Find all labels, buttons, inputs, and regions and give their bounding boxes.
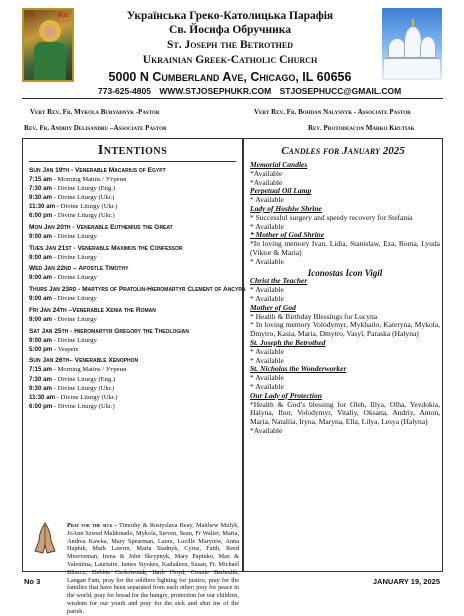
intentions-title: Intentions: [97, 143, 168, 158]
service-description: - Divine Liturgy (Eng.): [52, 184, 116, 192]
candle-category: * Mother of God Shrine: [250, 230, 325, 240]
candle-entry: *Available: [250, 177, 283, 187]
pray-for-sick-paragraph: [29, 522, 239, 616]
website-link[interactable]: WWW.STJOSEPHUKR.COM: [159, 86, 272, 96]
candle-entry: *Available: [250, 168, 283, 178]
candle-entry: * Available: [250, 195, 284, 205]
candles-title: Candles for January 2025: [281, 145, 405, 157]
candle-entry: * Available: [250, 256, 284, 266]
issue-number: No 3: [24, 577, 41, 586]
clergy-pastor: Very Rev. Fr. Mykola Buryadnyk -Pastor: [30, 108, 160, 116]
service-description: - Morning Matins / Утреня: [52, 175, 127, 183]
church-address: 5000 N Cumberland Ave, Chicago, IL 60656: [108, 70, 352, 84]
service-row: [29, 336, 241, 345]
service-row: [29, 402, 241, 411]
clergy-protodeacon: Rev. Protodeacon Marko Krutiak: [308, 124, 415, 132]
intentions-title-rule: [29, 161, 236, 162]
service-description: - Divine Liturgy: [52, 315, 97, 323]
header-divider: [22, 98, 443, 99]
service-description: - Divine Liturgy: [52, 274, 97, 282]
candle-category: Mother of God: [250, 302, 296, 312]
candle-category: Perpetual Oil Lamp: [250, 186, 312, 196]
clergy-associate-pastor-2: Very Rev. Fr. Bohdan Nalysnyk - Associate Pastor: [254, 108, 411, 116]
candle-entry: * Available: [250, 293, 284, 303]
service-description: - Divine Liturgy (Ukr.): [52, 212, 115, 220]
candle-entry: * Available: [250, 373, 284, 383]
service-description: - Divine Liturgy: [52, 295, 97, 303]
icon-inscription-left: СВ.: [27, 13, 36, 19]
candle-entry: *In loving memory Ivan, Lidia, Stanislaw, Eza, Roma, Lyuda (Viktor & Maria): [250, 239, 440, 257]
iconostas-heading: Iconostas Icon Vigil: [307, 267, 383, 278]
service-row: [29, 345, 241, 354]
service-time: 9:00 am: [29, 295, 53, 303]
service-time: 7:30 am: [29, 184, 53, 192]
candle-entry: * Available: [250, 346, 284, 356]
service-time: 5:00 pm: [29, 345, 53, 353]
parish-saint-ukrainian: Св. Йосифа Обручника: [169, 24, 291, 36]
service-time: 9:00 am: [29, 233, 53, 241]
service-time: 9:00 am: [29, 336, 53, 344]
service-description: - Divine Liturgy (Ukr.): [52, 403, 115, 411]
candle-entry: * Successful surgery and speedy recovery for Stefania: [250, 212, 413, 222]
candle-entry: * Available: [250, 221, 284, 231]
service-time: 7:15 am: [29, 175, 53, 183]
contact-line: [98, 86, 407, 96]
intention-day-heading: Sun Jan 19th - Venerable Macarius of Egypt: [29, 166, 166, 174]
service-time: 11:30 am: [29, 203, 56, 211]
candle-category: Christ the Teacher: [250, 276, 308, 286]
candle-entry: * Available: [250, 381, 284, 391]
service-row: [29, 384, 241, 393]
service-time: 9:00 am: [29, 253, 53, 261]
service-time: 11:30 am: [29, 394, 56, 402]
service-time: 7:30 am: [29, 375, 53, 383]
service-row: [29, 315, 241, 324]
candles-list: [250, 161, 440, 436]
service-description: - Divine Liturgy: [52, 253, 97, 261]
service-description: - Vespers: [52, 345, 79, 353]
intention-day-heading: Sat Jan 25th - Hieromartyr Gregory the Theologian: [29, 327, 189, 335]
candle-entry: * Available: [250, 355, 284, 365]
service-time: 9:30 am: [29, 193, 53, 201]
clergy-associate-pastor: Rev. Fr. Andriy Delisandru –Associate Pastor: [24, 124, 167, 132]
intention-day-heading: Sun Jan 26th– Venerable Xenophon: [29, 357, 139, 365]
candle-category: Lady of Hoshiw Shrine: [250, 203, 322, 213]
church-name-english: Ukrainian Greek-Catholic Church: [142, 54, 318, 66]
service-description: - Divine Liturgy (Ukr.): [52, 193, 115, 201]
cross-icon: [412, 19, 414, 26]
robe-shape: [34, 42, 66, 80]
service-row: [29, 211, 241, 220]
face-shape: [44, 25, 56, 38]
pray-for-sick-text: Timothy & Rostyslava Reay, Matthew Mulyk, JoAnn Szwed Maldonado, Mykola, Steven, Sean, Fr Walter, Maria, Andrea Kawka, Mary Spearman, Laura, Lucille Maryniw, Anna Hajduk, Mark Lawrin, Marta Stadnyk, Cyrus, Faith, Reed Meerveman, Irena & John Skrypnyk, Mary Papinko, Max & Valentina, Laurtaire, James Styokes, Kathaleen, Susan, Fr. Michael Bliszcz, Debbie Cerkowniak, Barb Floyd, Connie Berhodth, Langan Fam, pray for the soldiers fighting for justice, pray for the families that have been separated from each other; pray for peace in the world, pray for bread for the hungry, protection for our children, wisdom for our youth and pray for the sick and shut ins of the parish.: [67, 522, 239, 615]
service-row: [29, 375, 241, 384]
candle-entry: *Health & God’s blessing for Oleh, Illya, Olha, Yevdokia, Halyna, Ihor, Volodymyr, Vitaliy, Oksana, Andriy, Anton, Maria, Nataliia, Iryna, Maryna, Ella, Lilya, Lesya (Halyna): [250, 399, 440, 427]
bulletin-date: JANUARY 19, 2025: [372, 577, 440, 586]
pray-for-sick-label: Pray for the sick -: [67, 522, 120, 529]
intentions-list: [29, 163, 246, 411]
candle-category: St. Joseph the Betrothed: [250, 337, 326, 347]
service-row: [29, 175, 241, 184]
phone-number: 773-625-4805: [98, 86, 151, 96]
candle-category: Our Lady of Protection: [250, 390, 322, 400]
service-row: [29, 294, 241, 303]
candle-entry: * In loving memory Volodymyr, Mykhailo, Kateryna, Mykola, Dmytro, Kasia, Maria, Dmytro, Vasyl, Paraska (Halyna): [250, 320, 440, 339]
service-time: 9:00 am: [29, 315, 53, 323]
service-description: - Divine Liturgy: [52, 336, 97, 344]
candle-entry: * Health & Birthday Blessings for Lucyna: [250, 311, 378, 321]
service-time: 6:00 pm: [29, 212, 53, 220]
service-description: - Divine Liturgy (Ukr.): [52, 384, 115, 392]
intention-day-heading: Wed Jan 22nd – Apostle Timothy: [29, 265, 129, 273]
candle-entry: *Available: [250, 425, 283, 435]
candle-category: Memorial Candles: [250, 160, 308, 169]
dome-shape: [420, 36, 436, 58]
service-time: 9:00 am: [29, 274, 53, 282]
church-base-shape: [384, 58, 440, 78]
candle-category: St. Nicholas the Wonderworker: [250, 364, 347, 374]
service-row: [29, 232, 241, 241]
service-description: - Divine Liturgy: [52, 233, 97, 241]
intention-day-heading: Fri Jan 24th –Venerable Xenia the Roman: [29, 306, 156, 314]
service-row: [29, 184, 241, 193]
service-description: - Divine Liturgy (Ukr.): [55, 203, 118, 211]
candle-entry: * Available: [250, 285, 284, 295]
service-row: [29, 273, 241, 282]
service-description: - Divine Liturgy (Ukr.): [55, 394, 118, 402]
intention-day-heading: Mon Jan 20th - Venerable Euthemius the Great: [29, 224, 173, 232]
service-time: 9:30 am: [29, 384, 53, 392]
email-link[interactable]: STJOSEPHUCC@GMAIL.COM: [279, 86, 402, 96]
service-row: [29, 393, 241, 402]
intention-day-heading: Tues Jan 21st - Venerable Maximus the Confessor: [29, 244, 183, 252]
icon-inscription-right: ЙОС: [57, 13, 69, 19]
parish-name-ukrainian: Українська Греко-Католицька Парафія: [126, 10, 334, 22]
saint-joseph-icon: [22, 8, 74, 82]
service-row: [29, 193, 241, 202]
service-description: - Divine Liturgy (Eng.): [52, 375, 116, 383]
parish-name-english: St. Joseph the Betrothed: [166, 39, 293, 51]
service-row: [29, 202, 241, 211]
service-time: 7:15 am: [29, 366, 53, 374]
service-description: - Morning Matins / Утреня: [52, 366, 127, 374]
intention-day-heading: Thurs Jan 23rd - Martyrs of Pratolin-Hieromartyr Clement of Ancyra: [29, 286, 246, 294]
service-row: [29, 253, 241, 262]
church-illustration-icon: [382, 8, 442, 80]
service-time: 6:00 pm: [29, 403, 53, 411]
service-row: [29, 365, 241, 374]
candles-box: [243, 138, 443, 572]
